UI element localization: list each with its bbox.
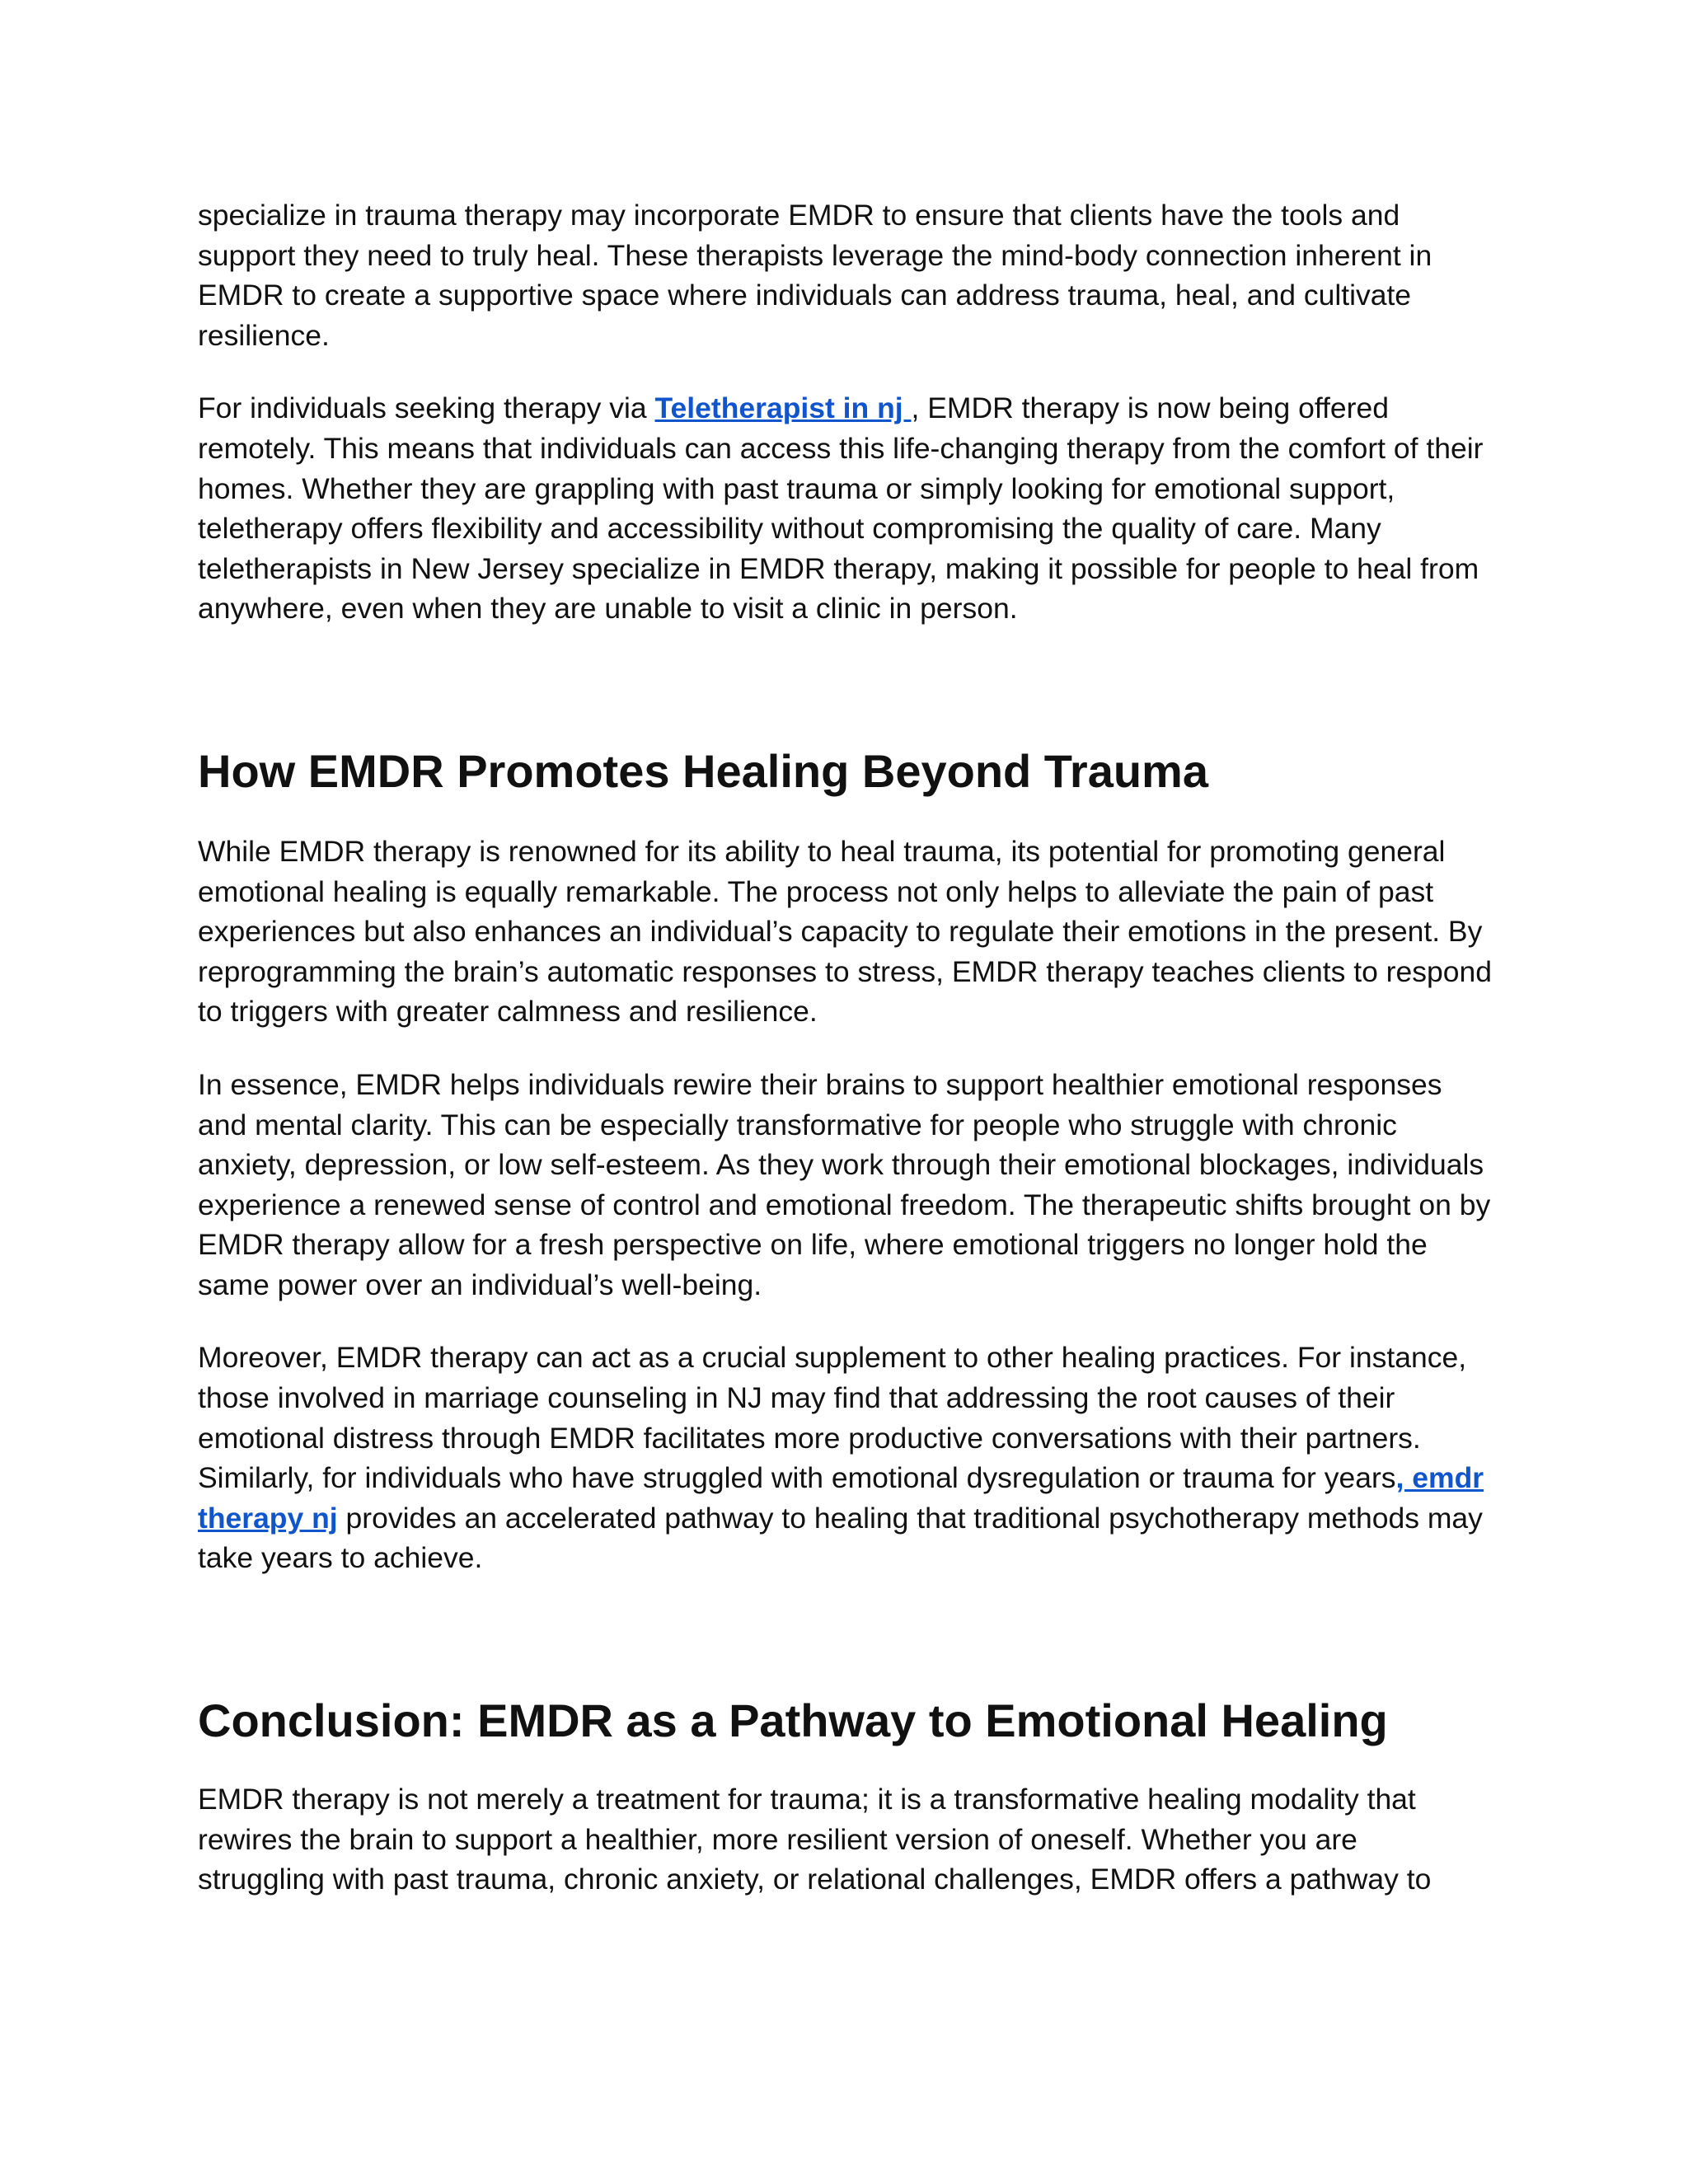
paragraph-teletherapy-text-before: For individuals seeking therapy via [198,391,655,425]
paragraph-supplement [198,1338,1492,1578]
paragraph-rewire-brains: In essence, EMDR helps individuals rewire their brains to support healthier emotional responses and mental clarity. This can be especially transformative for people who struggle with chronic anxiety, depression, or low self-esteem. As they work through their emotional blockages, individuals experience a renewed sense of control and emotional freedom. The therapeutic shifts brought on by EMDR therapy allow for a fresh perspective on life, where emotional triggers no longer hold the same power over an individual’s well-being. [198,1067,1491,1301]
paragraph-supplement-text-before: Moreover, EMDR therapy can act as a crucial supplement to other healing practices. For instance, those involved in marriage counseling in NJ may find that addressing the root causes of their emotional distress through EMDR facilitates more productive conversations with their partners. Similarly, for individuals who have struggled with emotional dysregulation or trauma for years [198,1341,1467,1495]
teletherapist-nj-link[interactable]: Teletherapist in nj [654,391,912,425]
document-body [198,195,1492,1900]
heading-conclusion: Conclusion: EMDR as a Pathway to Emotional Healing [198,1694,1388,1747]
paragraph-teletherapy-text-after: , EMDR therapy is now being offered remotely. This means that individuals can access this life-changing therapy from the comfort of their homes. Whether they are grappling with past trauma or simply looking for emotional support, teletherapy offers flexibility and accessibility without compromising the quality of care. Many teletherapists in New Jersey specialize in EMDR therapy, making it possible for people to heal from anywhere, even when they are unable to visit a clinic in person. [198,391,1484,626]
emdr-therapy-nj-link[interactable]: , emdr therapy nj [198,1461,1484,1535]
paragraph-conclusion: EMDR therapy is not merely a treatment for trauma; it is a transformative healing modality that rewires the brain to support a healthier, more resilient version of oneself. Whether you are struggling with past trauma, chronic anxiety, or relational challenges, EMDR offers a pathway to [198,1783,1432,1896]
paragraph-supplement-text-after: provides an accelerated pathway to healing that traditional psychotherapy methods may take years to achieve. [198,1501,1483,1575]
paragraph-general-healing: While EMDR therapy is renowned for its ability to heal trauma, its potential for promoting general emotional healing is equally remarkable. The process not only helps to alleviate the pain of past experiences but also enhances an individual’s capacity to regulate their emotions in the present. By reprogramming the brain’s automatic responses to stress, EMDR therapy teaches clients to respond to triggers with greater calmness and resilience. [198,834,1492,1029]
paragraph-teletherapy [198,388,1492,629]
heading-healing-beyond-trauma: How EMDR Promotes Healing Beyond Trauma [198,744,1208,797]
paragraph-trauma-therapists: specialize in trauma therapy may incorporate EMDR to ensure that clients have the tools and support they need to truly heal. These therapists leverage the mind-body connection inherent in EMDR to create a supportive space where individuals can address trauma, heal, and cultivate resilience. [198,199,1432,352]
